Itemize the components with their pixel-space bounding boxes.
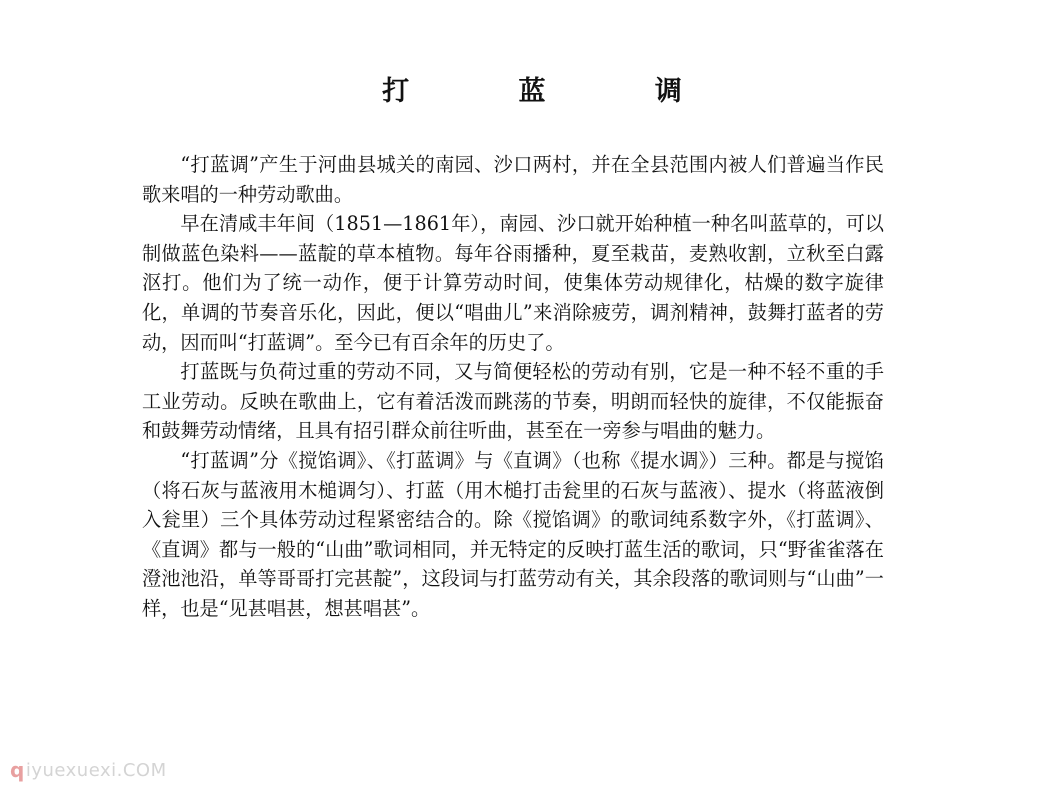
site-watermark <box>10 755 167 785</box>
article-body <box>142 150 884 624</box>
watermark-logo-icon: q <box>10 758 25 782</box>
page-title: 打 蓝 调 <box>382 76 732 107</box>
paragraph-history: 早在清咸丰年间（1851—1861年），南园、沙口就开始种植一种名叫蓝草的，可以制做蓝色染料——蓝靛的草本植物。每年谷雨播种，夏至栽苗，麦熟收割，立秋至白露沤打。他们为了统一动作，便于计算劳动时间，使集体劳动规律化，枯燥的数字旋律化，单调的节奏音乐化，因此，便以“唱曲儿”来消除疲劳，调剂精神，鼓舞打蓝者的劳动，因而叫“打蓝调”。至今已有百余年的历史了。 <box>142 212 884 354</box>
paragraph-origin: “打蓝调”产生于河曲县城关的南园、沙口两村，并在全县范围内被人们普遍当作民歌来唱的一种劳动歌曲。 <box>142 153 884 206</box>
paragraph-character: 打蓝既与负荷过重的劳动不同，又与简便轻松的劳动有别，它是一种不轻不重的手工业劳动。反映在歌曲上，它有着活泼而跳荡的节奏，明朗而轻快的旋律，不仅能振奋和鼓舞劳动情绪，且具有招引群众前往听曲，甚至在一旁参与唱曲的魅力。 <box>142 360 884 443</box>
watermark-text: iyuexuexi.COM <box>25 759 167 781</box>
paragraph-types: “打蓝调”分《搅馅调》、《打蓝调》与《直调》（也称《提水调》）三种。都是与搅馅（将石灰与蓝液用木槌调匀）、打蓝（用木槌打击瓮里的石灰与蓝液）、提水（将蓝液倒入瓮里）三个具体劳动过程紧密结合的。除《搅馅调》的歌词纯系数字外，《打蓝调》、《直调》都与一般的“山曲”歌词相同，并无特定的反映打蓝生活的歌词，只“野雀雀落在澄池池沿，单等哥哥打完甚靛”，这段词与打蓝劳动有关，其余段落的歌词则与“山曲”一样，也是“见甚唱甚，想甚唱甚”。 <box>142 448 884 620</box>
